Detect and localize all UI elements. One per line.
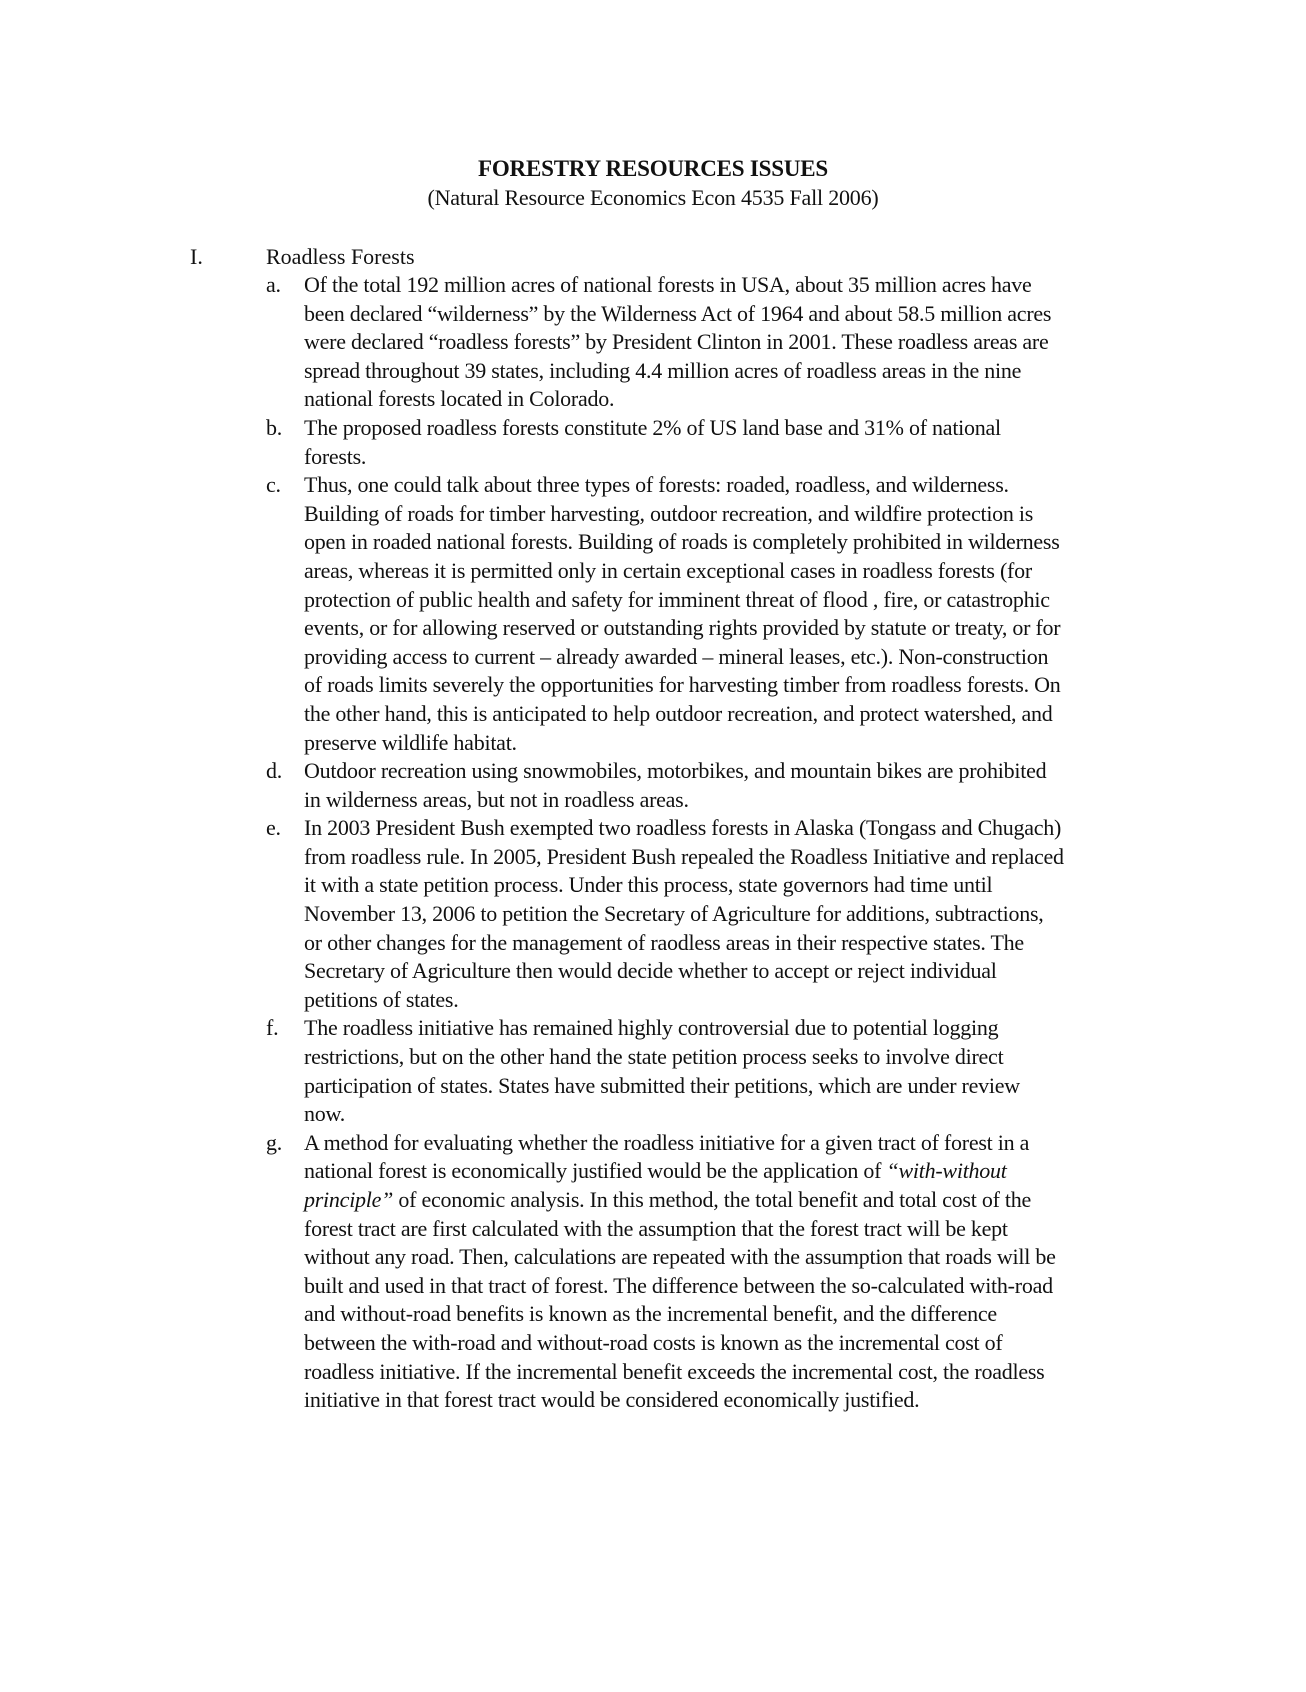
item-text: The roadless initiative has remained highly controversial due to potential logging restrictions, but on the other hand the state petition process seeks to involve direct participation of states. States have submitted their petitions, which are under review now. [304,1015,1020,1127]
document-title: FORESTRY RESOURCES ISSUES [478,156,828,181]
list-item-d [190,757,1064,814]
item-list [190,271,1190,1415]
item-text: In 2003 President Bush exempted two roadless forests in Alaska (Tongass and Chugach) from roadless rule. In 2005, President Bush repealed the Roadless Initiative and replaced it with a state petition process. Under this process, state governors had time until November 13, 2006 to petition the Secretary of Agriculture for additions, subtractions, or other changes for the management of raodless areas in their respective states. The Secretary of Agriculture then would decide whether to accept or reject individual petitions of states. [304,815,1064,1012]
item-text: Of the total 192 million acres of national forests in USA, about 35 million acres have been declared “wilderness” by the Wilderness Act of 1964 and about 58.5 million acres were declared “roadless forests” by President Clinton in 2001. These roadless areas are spread throughout 39 states, including 4.4 million acres of roadless areas in the nine national forests located in Colorado. [304,272,1052,412]
section-title: Roadless Forests [266,244,415,269]
item-letter: a. [266,272,281,297]
item-text: Outdoor recreation using snowmobiles, motorbikes, and mountain bikes are prohibited in wilderness areas, but not in roadless areas. [304,758,1047,812]
item-text-emphasis: “with-without principle” [304,1158,1007,1212]
item-text [304,1130,1056,1412]
section-number: I. [190,244,203,269]
section-heading [190,242,1190,271]
list-item-c [190,471,1064,757]
item-text-after: of economic analysis. In this method, the total benefit and total cost of the forest tract are first calculated with the assumption that the forest tract will be kept without any road. Then, calculations are repeated with the assumption that roads will be built and used in that tract of forest. The difference between the so-calculated with-road and without-road benefits is known as the incremental benefit, and the difference between the with-road and without-road costs is known as the incremental cost of roadless initiative. If the incremental benefit exceeds the incremental cost, the roadless initiative in that forest tract would be considered economically justified. [304,1187,1056,1413]
item-letter: f. [266,1015,279,1041]
item-text-before: A method for evaluating whether the roadless initiative for a given tract of forest in a national forest is economically justified would be the application of [304,1129,1030,1184]
item-letter: c. [266,472,281,498]
list-item-g [190,1129,1064,1415]
list-item-b [190,414,1064,471]
document-subtitle: (Natural Resource Economics Econ 4535 Fall 2006) [427,185,879,210]
item-text: The proposed roadless forests constitute 2% of US land base and 31% of national forests. [304,414,1001,469]
list-item-a [190,271,1064,414]
item-text: Thus, one could talk about three types of forests: roaded, roadless, and wilderness. Building of roads for timber harvesting, outdoor recreation, and wildfire protection is open in roaded national forests. Building of roads is completely prohibited in wilderness areas, whereas it is permitted only in certain exceptional cases in roadless forests (for protection of public health and safety for imminent threat of flood , fire, or catastrophic events, or for allowing reserved or outstanding rights provided by statute or treaty, or for providing access to current – already awarded – mineral leases, etc.). Non-construction of roads limits severely the opportunities for harvesting timber from roadless forests. On the other hand, this is anticipated to help outdoor recreation, and protect watershed, and preserve wildlife habitat. [304,472,1061,755]
item-letter: g. [266,1129,282,1155]
section-roadless-forests [190,242,1190,1415]
list-item-f [190,1014,1064,1128]
list-item-e [190,814,1064,1014]
item-letter: d. [266,758,282,784]
item-letter: e. [266,815,281,841]
item-letter: b. [266,414,282,440]
